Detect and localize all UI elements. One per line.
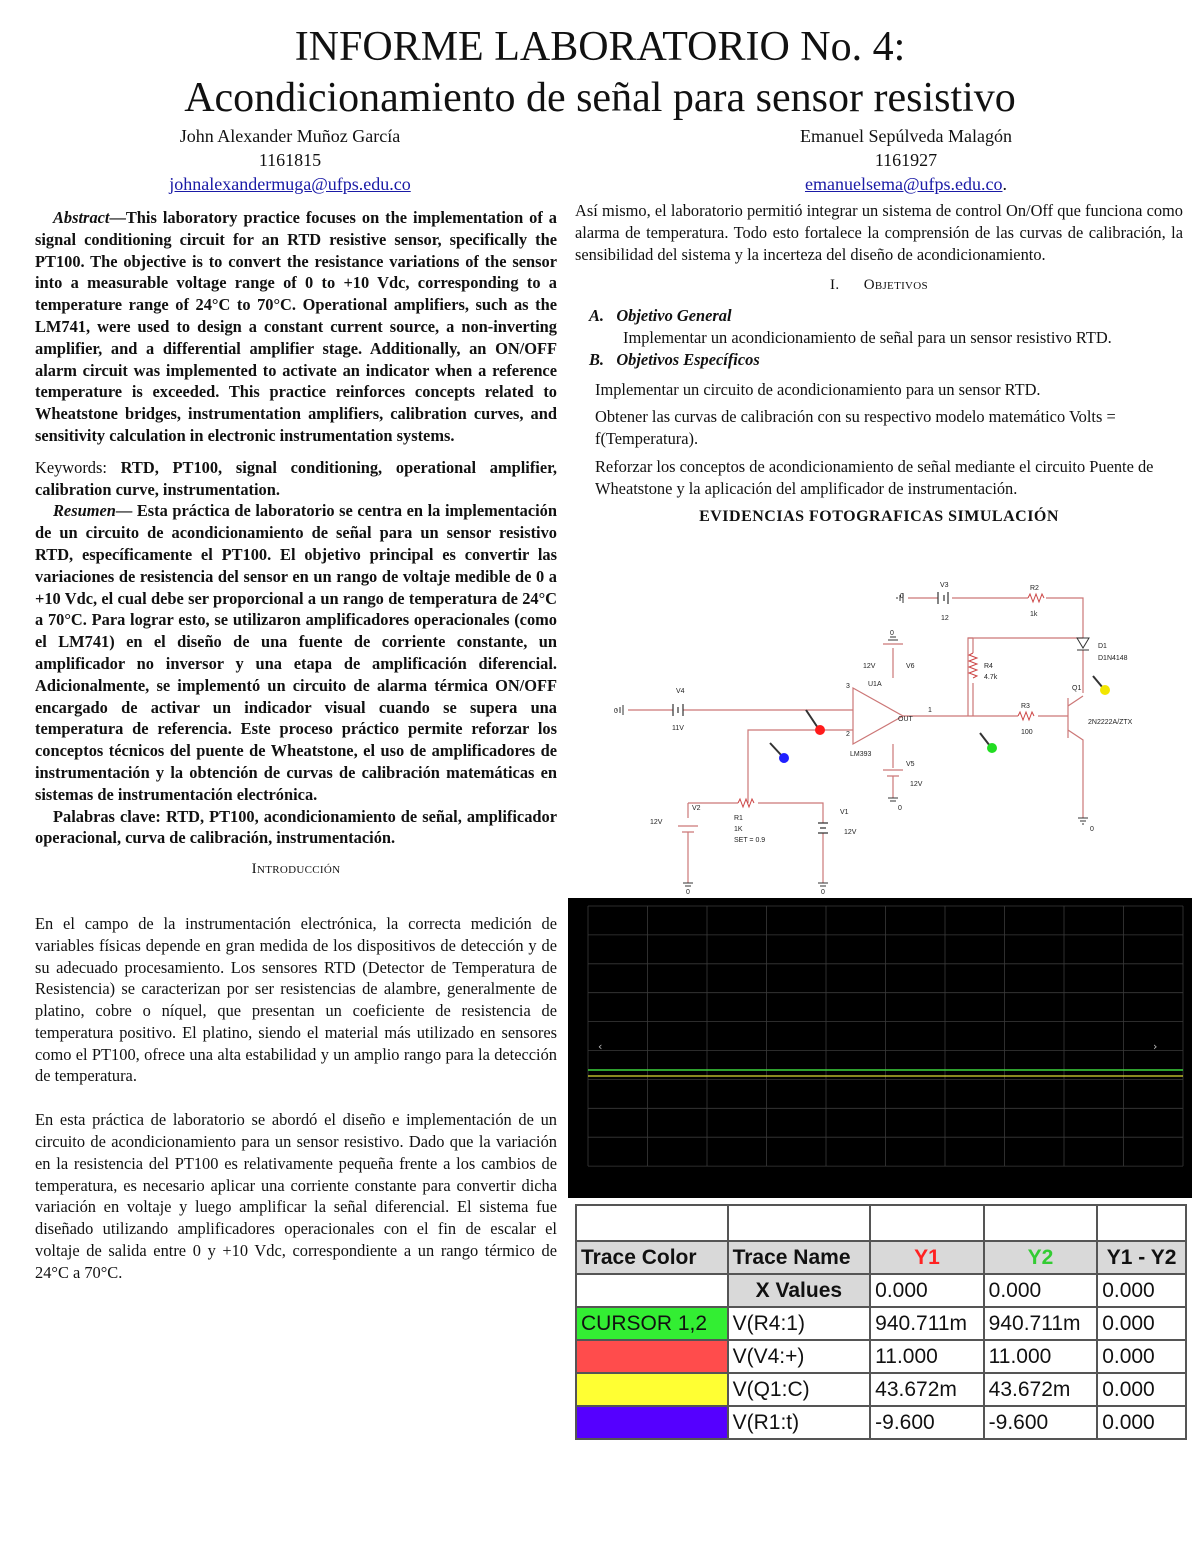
header-y2: Y2 (984, 1241, 1098, 1274)
label-v1: V1 (840, 809, 849, 816)
label-q1: Q1 (1072, 685, 1082, 692)
trace-name: V(Q1:C) (728, 1373, 871, 1406)
label-v6-val: 12V (863, 663, 876, 670)
label-v2-val: 12V (650, 819, 663, 826)
palabras-clave-paragraph (35, 806, 557, 850)
subsection-letter: A. (589, 306, 605, 326)
label-r3: R3 (1021, 703, 1030, 710)
objetivos-especificos-heading (589, 349, 1183, 371)
trace-y2: -9.600 (984, 1406, 1098, 1439)
trace-y1: -9.600 (870, 1406, 984, 1439)
section-title: Objetivos (863, 277, 928, 294)
author-id: 1161927 (874, 150, 938, 170)
abstract-text: This laboratory practice focuses on the implementation of a signal conditioning circuit for an RTD resistive sensor, specifically the PT100. The objective is to convert the resistance variations of the sensor into a measurable voltage range of 0 to +10 Vdc, corresponding to a temperature range of 24°C to 70°C. Operational amplifiers, such as the LM741, were used to design a constant current source, a non-inverting amplifier, and a differential amplifier stage. Additionally, an ON/OFF alarm circuit was implemented to activate an indicator when a reference temperature is exceeded. This practice reinforces concepts related to Wheatstone bridges, instrumentation amplifiers, calibration curves, and sensitivity calculation in electronic instrumentation systems. (35, 208, 557, 445)
keywords-paragraph (35, 457, 557, 501)
yellow-probe-marker (1100, 685, 1110, 695)
green-probe-marker (987, 743, 997, 753)
simulation-plot (568, 898, 1192, 1198)
table-row (576, 1307, 1186, 1340)
trace-y1: 11.000 (870, 1340, 984, 1373)
label-r2-val: 1k (1030, 611, 1038, 618)
trace-color-swatch (576, 1373, 728, 1406)
label-gnd-q1: 0 (1090, 826, 1094, 833)
intro-heading: Introducción (251, 861, 341, 878)
x-value-y2: 0.000 (984, 1274, 1098, 1307)
table-header-row (576, 1241, 1186, 1274)
table-cell (870, 1205, 984, 1241)
palabras-clave-label: Palabras clave: (53, 806, 161, 826)
author-email-link[interactable]: emanuelsema@ufps.edu.co (804, 174, 1003, 194)
label-d1-val: D1N4148 (1098, 655, 1128, 662)
table-row (576, 1373, 1186, 1406)
objetivo-general-heading (589, 305, 1183, 327)
label-r1-set: SET = 0.9 (734, 837, 766, 844)
label-gnd-top: 0 (890, 630, 894, 637)
trace-name: V(R1:t) (728, 1406, 871, 1439)
label-r4: R4 (984, 663, 993, 670)
label-r2: R2 (1030, 585, 1039, 592)
table-cell (1097, 1205, 1186, 1241)
circuit-schematic (578, 578, 1190, 894)
resumen-text: Esta práctica de laboratorio se centra en la implementación de un circuito de acondicionamiento de señal para un sensor resistivo RTD, específicamente el PT100. El objetivo principal es convertir las variaciones de resistencia del sensor en un rango de voltaje medible de 0 a +10 Vdc, el cual debe ser proporcional a un rango de temperatura de 24°C a 70°C. Para lograr esto, se utilizaron amplificadores operacionales (como el LM741) en el diseño de una fuente de corriente constante, un amplificador no inversor y una etapa de amplificación diferencial. Adicionalmente, se implementó un circuito de alarma térmica ON/OFF encargado de activar un indicador visual cuando se supera una temperatura de referencia. Este proceso práctico permite reforzar los conceptos técnicos del puente de Wheatstone, el uso de amplificadores de instrumentación y la obtención de curvas de calibración matemáticas en sistemas de instrumentación electrónica. (35, 501, 557, 804)
label-r1: R1 (734, 815, 743, 822)
trace-y2: 43.672m (984, 1373, 1098, 1406)
cursor-values-table (575, 1204, 1187, 1440)
section-number: I. (830, 277, 840, 294)
author-id: 1161815 (258, 150, 322, 170)
resumen-label: Resumen (53, 501, 116, 521)
abstract-paragraph (35, 207, 557, 447)
objetivo-especifico-2: Obtener las curvas de calibración con su respectivo modelo matemático Volts = f(Temperatura). (595, 407, 1116, 449)
plot-background (568, 898, 1192, 1198)
label-pin2: 2 (846, 731, 850, 738)
table-cell (984, 1205, 1098, 1241)
trace-diff: 0.000 (1097, 1373, 1186, 1406)
label-pin1: 1 (928, 707, 932, 714)
trace-y1: 940.711m (870, 1307, 984, 1340)
label-gnd-v5: 0 (898, 805, 902, 812)
subsection-title: Objetivos Específicos (616, 349, 760, 369)
label-pin3: 3 (846, 683, 850, 690)
evidencias-heading: EVIDENCIAS FOTOGRAFICAS SIMULACIÓN (699, 507, 1059, 525)
label-q1-val: 2N2222A/ZTX (1088, 719, 1133, 726)
resumen-dash: — (115, 501, 133, 521)
label-v1-val: 12V (844, 829, 857, 836)
x-values-label: X Values (728, 1274, 871, 1307)
objetivos-heading (575, 275, 1183, 297)
keywords-label: Keywords: (35, 457, 107, 477)
label-gnd-v2: 0 (686, 889, 690, 894)
trace-y2: 11.000 (984, 1340, 1098, 1373)
label-r4-val: 4.7k (984, 674, 998, 681)
palabras-clave-text: RTD, PT100, acondicionamiento de señal, amplificador operacional, curva de calibración, instrumentación. (35, 806, 557, 848)
author-name: Emanuel Sepúlveda Malagón (800, 126, 1012, 146)
red-probe-marker (815, 725, 825, 735)
right-column (575, 200, 1183, 527)
header-trace-color: Trace Color (576, 1241, 728, 1274)
label-d1: D1 (1098, 643, 1107, 650)
header-diff: Y1 - Y2 (1097, 1241, 1186, 1274)
label-v4-val: 11V (672, 725, 684, 732)
trace-diff: 0.000 (1097, 1406, 1186, 1439)
trace-name: V(R4:1) (728, 1307, 871, 1340)
table-cell (576, 1205, 728, 1241)
trace-color-swatch (576, 1406, 728, 1439)
label-out: OUT (898, 716, 913, 723)
trace-diff: 0.000 (1097, 1340, 1186, 1373)
label-gnd-v3: 0 (900, 593, 904, 600)
intro-paragraph-1: En el campo de la instrumentación electrónica, la correcta medición de variables físicas depende en gran medida de los dispositivos de detección y de su adecuado procesamiento. Los sensores RTD (Detector de Temperatura de Resistencia) se caracterizan por ser resistencias de alambre, generalmente de platino, cobre o níquel, que presentan un coeficiente de resistencia de temperatura positivo. El platino, siendo el material más utilizado en sensores como el PT100, ofrece una alta estabilidad y un amplio rango para la detección de temperatura. (35, 913, 557, 1086)
label-v3-val: 12 (941, 615, 949, 622)
table-blank-row (576, 1205, 1186, 1241)
abstract-dash: — (109, 208, 126, 227)
label-v5: V5 (906, 761, 915, 768)
table-row (576, 1340, 1186, 1373)
table-cell (728, 1205, 871, 1241)
keywords-text: RTD, PT100, signal conditioning, operational amplifier, calibration curve, instrumentation. (35, 457, 557, 499)
scroll-right-icon[interactable]: › (1153, 1040, 1158, 1053)
label-r3-val: 100 (1021, 729, 1033, 736)
label-r1-val: 1K (734, 826, 743, 833)
trace-y1: 43.672m (870, 1373, 984, 1406)
label-gnd-v1: 0 (821, 889, 825, 894)
objetivo-general-text: Implementar un acondicionamiento de señal para un sensor resistivo RTD. (623, 327, 1112, 347)
subsection-letter: B. (589, 349, 605, 369)
table-row (576, 1406, 1186, 1439)
left-column (35, 207, 557, 1284)
objetivo-especifico-1: Implementar un circuito de acondicionamiento para un sensor RTD. (595, 379, 1041, 399)
trace-name: V(V4:+) (728, 1340, 871, 1373)
paper-title-line2: Acondicionamiento de señal para sensor resistivo (184, 75, 1016, 121)
author-name: John Alexander Muñoz García (179, 126, 401, 146)
table-row-x-values (576, 1274, 1186, 1307)
trace-color-swatch (576, 1340, 728, 1373)
objetivo-especifico-3: Reforzar los conceptos de acondicionamiento de señal mediante el circuito Puente de Wheatstone y la aplicación del amplificador de instrumentación. (595, 456, 1154, 498)
label-v5-val: 12V (910, 781, 923, 788)
paper-title-line1: INFORME LABORATORIO No. 4: (294, 24, 906, 70)
label-v6: V6 (906, 663, 915, 670)
trace-y2: 940.711m (984, 1307, 1098, 1340)
header-y1: Y1 (870, 1241, 984, 1274)
author-block-2 (696, 124, 1116, 196)
scroll-left-icon[interactable]: ‹ (598, 1040, 603, 1053)
x-value-y1: 0.000 (870, 1274, 984, 1307)
resumen-paragraph (35, 500, 557, 805)
trace-diff: 0.000 (1097, 1307, 1186, 1340)
author-email-link[interactable]: johnalexandermuga@ufps.edu.co (169, 174, 411, 194)
label-v3: V3 (940, 582, 949, 589)
table-cell (576, 1274, 728, 1307)
abstract-label: Abstract (53, 208, 110, 227)
author-block-1 (80, 124, 500, 196)
blue-probe-marker (779, 753, 789, 763)
intro-paragraph-2: En esta práctica de laboratorio se abordó el diseño e implementación de un circuito de acondicionamiento para un sensor resistivo. Dado que la variación en la resistencia del PT100 es relativamente pequeña frente a los cambios de temperatura, es necesario aplicar una corriente constante para convertir dicha variación en voltaje y luego amplificar la señal diferencial. El sistema fue diseñado utilizando amplificadores operacionales con el fin de escalar el voltaje de salida entre 0 y +10 Vdc, correspondiente a un rango térmico de 24°C a 70°C. (35, 1110, 557, 1282)
header-trace-name: Trace Name (728, 1241, 871, 1274)
label-v4: V4 (676, 688, 685, 695)
subsection-title: Objetivo General (616, 306, 732, 326)
email-period: . (1002, 174, 1007, 194)
right-intro-paragraph: Así mismo, el laboratorio permitió integrar un sistema de control On/Off que funciona como alarma de temperatura. Todo esto fortalece la comprensión de las curvas de calibración, la sensibilidad del sistema y la incerteza del diseño de acondicionamiento. (575, 201, 1183, 264)
label-lm393: LM393 (850, 751, 872, 758)
x-value-diff: 0.000 (1097, 1274, 1186, 1307)
label-gnd-v4: 0 (614, 708, 618, 715)
trace-color-swatch: CURSOR 1,2 (576, 1307, 728, 1340)
label-u1a: U1A (868, 681, 882, 688)
label-v2: V2 (692, 805, 701, 812)
